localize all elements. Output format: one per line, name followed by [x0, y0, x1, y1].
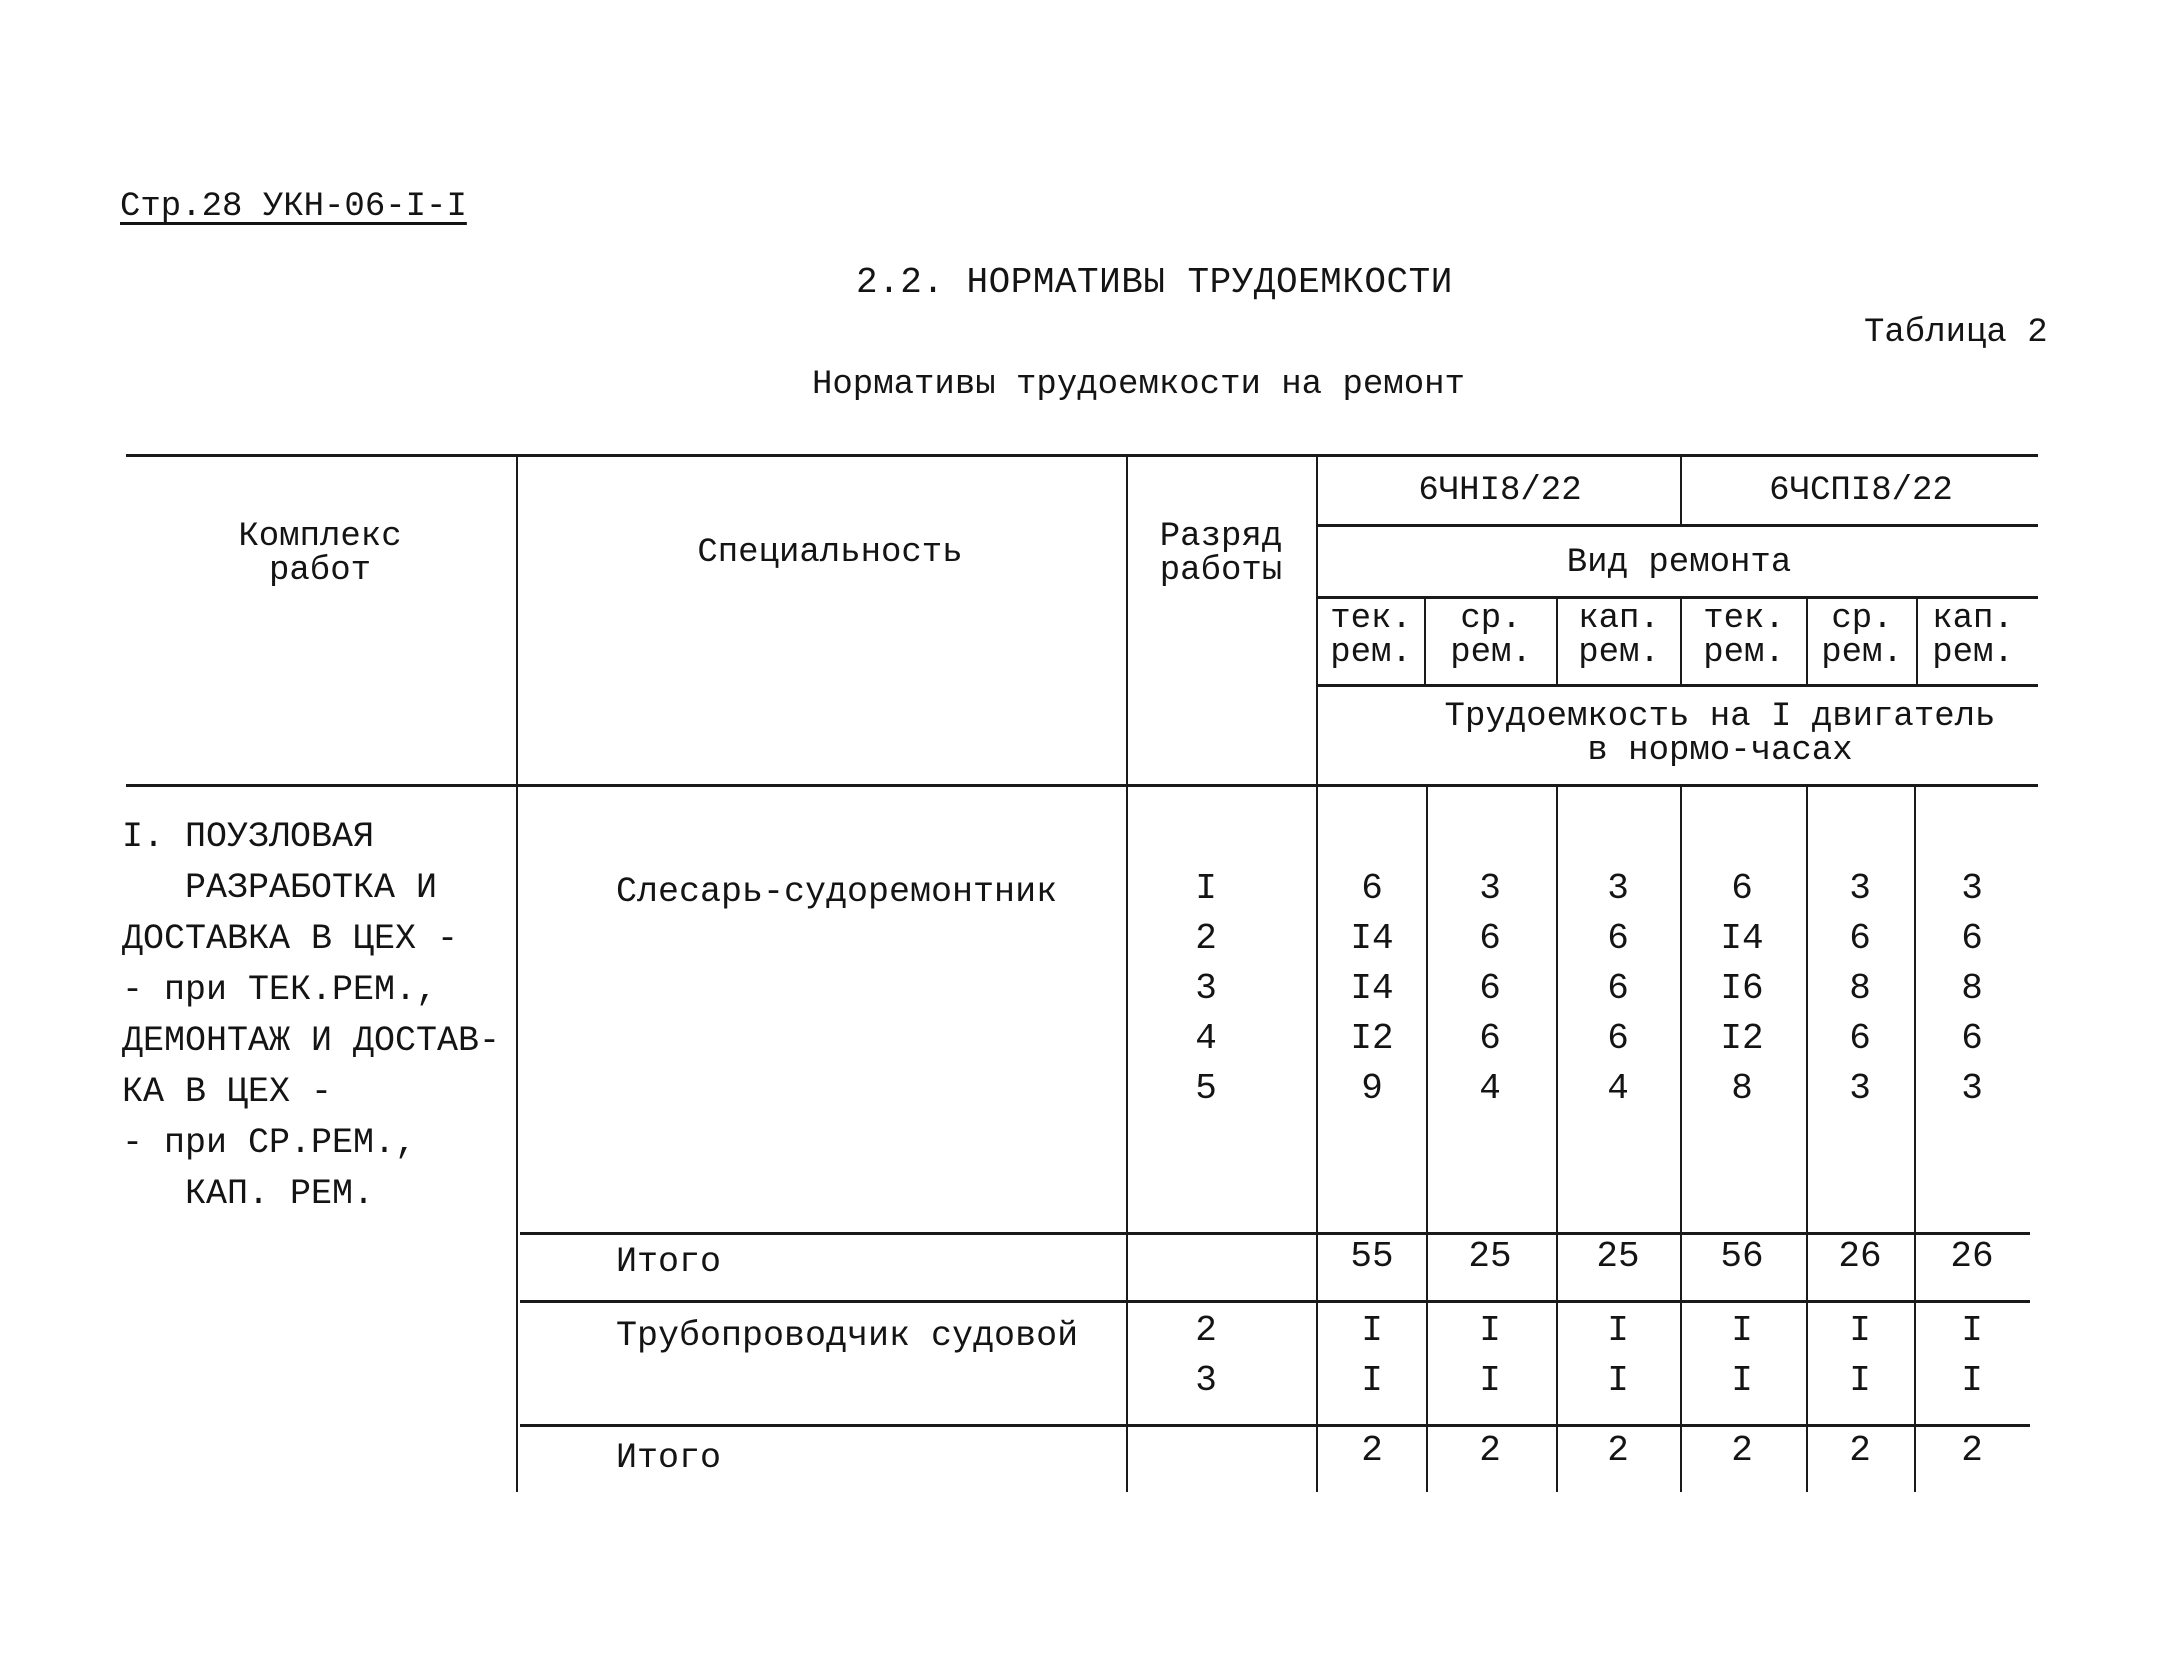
value-cell: 3: [1607, 868, 1629, 909]
grade-cell: 2: [1195, 1310, 1217, 1351]
value-cell: 8: [1731, 1068, 1753, 1109]
total-cell: 55: [1350, 1236, 1394, 1277]
header-repair-col-1-line-2: рем.: [1330, 634, 1412, 672]
value-cell: 4: [1607, 1068, 1629, 1109]
total-cell: 2: [1361, 1430, 1383, 1471]
value-cell: 6: [1731, 868, 1753, 909]
header-engine-2: 6ЧСПI8/22: [1769, 472, 1953, 510]
header-complex-line-2: работ: [268, 552, 372, 590]
value-cell: I: [1607, 1360, 1629, 1401]
header-labor-line-2: в нормо-часах: [1587, 732, 1853, 770]
header-grade-line-2: работы: [1159, 552, 1283, 590]
value-cell: 6: [1479, 1018, 1501, 1059]
header-repair-col-3-line-1: кап.: [1578, 600, 1660, 638]
engine-header-rule: [1316, 524, 2038, 527]
value-cell: 3: [1961, 868, 1983, 909]
grade-cell: 3: [1195, 1360, 1217, 1401]
header-repair-col-2-line-2: рем.: [1450, 634, 1532, 672]
value-cell: 6: [1479, 918, 1501, 959]
header-repair-col-6-line-2: рем.: [1932, 634, 2014, 672]
total-1-top-rule: [520, 1232, 2030, 1235]
col-divider-r2: [1556, 786, 1558, 1492]
header-repair-col-5: [1808, 602, 1916, 670]
value-cell: 3: [1849, 868, 1871, 909]
header-bottom-rule: [126, 784, 2038, 787]
grade-cell: I: [1195, 868, 1217, 909]
table-top-rule: [126, 454, 2038, 457]
value-cell: 6: [1479, 968, 1501, 1009]
total-1-bottom-rule: [520, 1300, 2030, 1303]
header-complex-line-1: Комплекс: [238, 518, 402, 556]
specialty-fitter: Слесарь-судоремонтник: [616, 872, 1058, 912]
header-repair-col-2: [1426, 602, 1556, 670]
value-cell: I4: [1720, 918, 1764, 959]
value-cell: 3: [1849, 1068, 1871, 1109]
page-reference: Стр.28 УКН-06-I-I: [120, 188, 467, 226]
value-cell: I: [1961, 1310, 1983, 1351]
header-repair-col-4: [1682, 602, 1806, 670]
header-labor-line-1: Трудоемкость на I двигатель: [1444, 698, 1996, 736]
value-cell: 3: [1961, 1068, 1983, 1109]
total-cell: 2: [1479, 1430, 1501, 1471]
total-cell: 25: [1596, 1236, 1640, 1277]
total-cell: 2: [1849, 1430, 1871, 1471]
value-cell: I: [1361, 1360, 1383, 1401]
value-cell: I: [1961, 1360, 1983, 1401]
header-repair-col-4-line-2: рем.: [1703, 634, 1785, 672]
value-cell: 6: [1849, 1018, 1871, 1059]
total-label-2: Итого: [616, 1438, 722, 1478]
total-cell: 25: [1468, 1236, 1512, 1277]
specialty-pipefitter: Трубопроводчик судовой: [616, 1316, 1079, 1356]
value-cell: I: [1849, 1360, 1871, 1401]
value-cell: I: [1849, 1310, 1871, 1351]
table-number: Таблица 2: [1864, 314, 2048, 352]
col-divider-grade: [1126, 456, 1128, 1492]
col-divider-engines: [1680, 456, 1682, 526]
value-cell: I: [1479, 1360, 1501, 1401]
header-repair-col-1-line-1: тек.: [1330, 600, 1412, 638]
value-cell: I: [1479, 1310, 1501, 1351]
header-repair-col-5-line-1: ср.: [1831, 600, 1893, 638]
value-cell: I2: [1720, 1018, 1764, 1059]
header-labor: [1400, 700, 2040, 768]
header-repair-col-5-line-2: рем.: [1821, 634, 1903, 672]
value-cell: 4: [1479, 1068, 1501, 1109]
total-cell: 2: [1607, 1430, 1629, 1471]
section-title: 2.2. НОРМАТИВЫ ТРУДОЕМКОСТИ: [856, 262, 1453, 303]
header-repair-col-3-line-2: рем.: [1578, 634, 1660, 672]
grade-cell: 4: [1195, 1018, 1217, 1059]
value-cell: 6: [1361, 868, 1383, 909]
value-cell: I: [1731, 1310, 1753, 1351]
value-cell: I: [1361, 1310, 1383, 1351]
total-cell: 56: [1720, 1236, 1764, 1277]
header-repair-col-6-line-1: кап.: [1932, 600, 2014, 638]
value-cell: 6: [1607, 968, 1629, 1009]
value-cell: 8: [1849, 968, 1871, 1009]
total-cell: 2: [1961, 1430, 1983, 1471]
col-divider-r3: [1680, 786, 1682, 1492]
value-cell: I6: [1720, 968, 1764, 1009]
value-cell: 6: [1961, 918, 1983, 959]
work-complex-description: I. ПОУЗЛОВАЯ РАЗРАБОТКА И ДОСТАВКА В ЦЕХ - - при ТЕК.РЕМ., ДЕМОНТАЖ И ДОСТАВ- КА В ЦЕХ - - при СР.РЕМ., КАП. РЕМ.: [122, 817, 501, 1214]
value-cell: 6: [1849, 918, 1871, 959]
header-grade: [1136, 520, 1306, 588]
value-cell: 6: [1961, 1018, 1983, 1059]
total-cell: 26: [1838, 1236, 1882, 1277]
col-divider-specialty: [516, 456, 518, 1492]
header-repair-col-3: [1558, 602, 1680, 670]
header-repair-type: Вид ремонта: [1566, 544, 1792, 582]
value-cell: I4: [1350, 968, 1394, 1009]
grade-cell: 3: [1195, 968, 1217, 1009]
grade-cell: 2: [1195, 918, 1217, 959]
value-cell: I: [1607, 1310, 1629, 1351]
total-cell: 26: [1950, 1236, 1994, 1277]
table-caption: Нормативы трудоемкости на ремонт: [812, 366, 1465, 404]
value-cell: 8: [1961, 968, 1983, 1009]
total-2-top-rule: [520, 1424, 2030, 1427]
header-repair-col-4-line-1: тек.: [1703, 600, 1785, 638]
total-cell: 2: [1731, 1430, 1753, 1471]
header-engine-1: 6ЧНI8/22: [1418, 472, 1582, 510]
value-cell: I: [1731, 1360, 1753, 1401]
value-cell: I4: [1350, 918, 1394, 959]
header-repair-col-2-line-1: ср.: [1460, 600, 1522, 638]
value-cell: 6: [1607, 918, 1629, 959]
value-cell: 6: [1607, 1018, 1629, 1059]
header-repair-col-6: [1918, 602, 2028, 670]
grade-cell: 5: [1195, 1068, 1217, 1109]
header-grade-line-1: Разряд: [1159, 518, 1283, 556]
value-cell: 9: [1361, 1068, 1383, 1109]
value-cell: 3: [1479, 868, 1501, 909]
header-repair-col-1: [1318, 602, 1424, 670]
value-cell: I2: [1350, 1018, 1394, 1059]
total-label-1: Итого: [616, 1242, 722, 1282]
header-specialty: Специальность: [697, 534, 963, 572]
header-complex: [200, 520, 440, 588]
